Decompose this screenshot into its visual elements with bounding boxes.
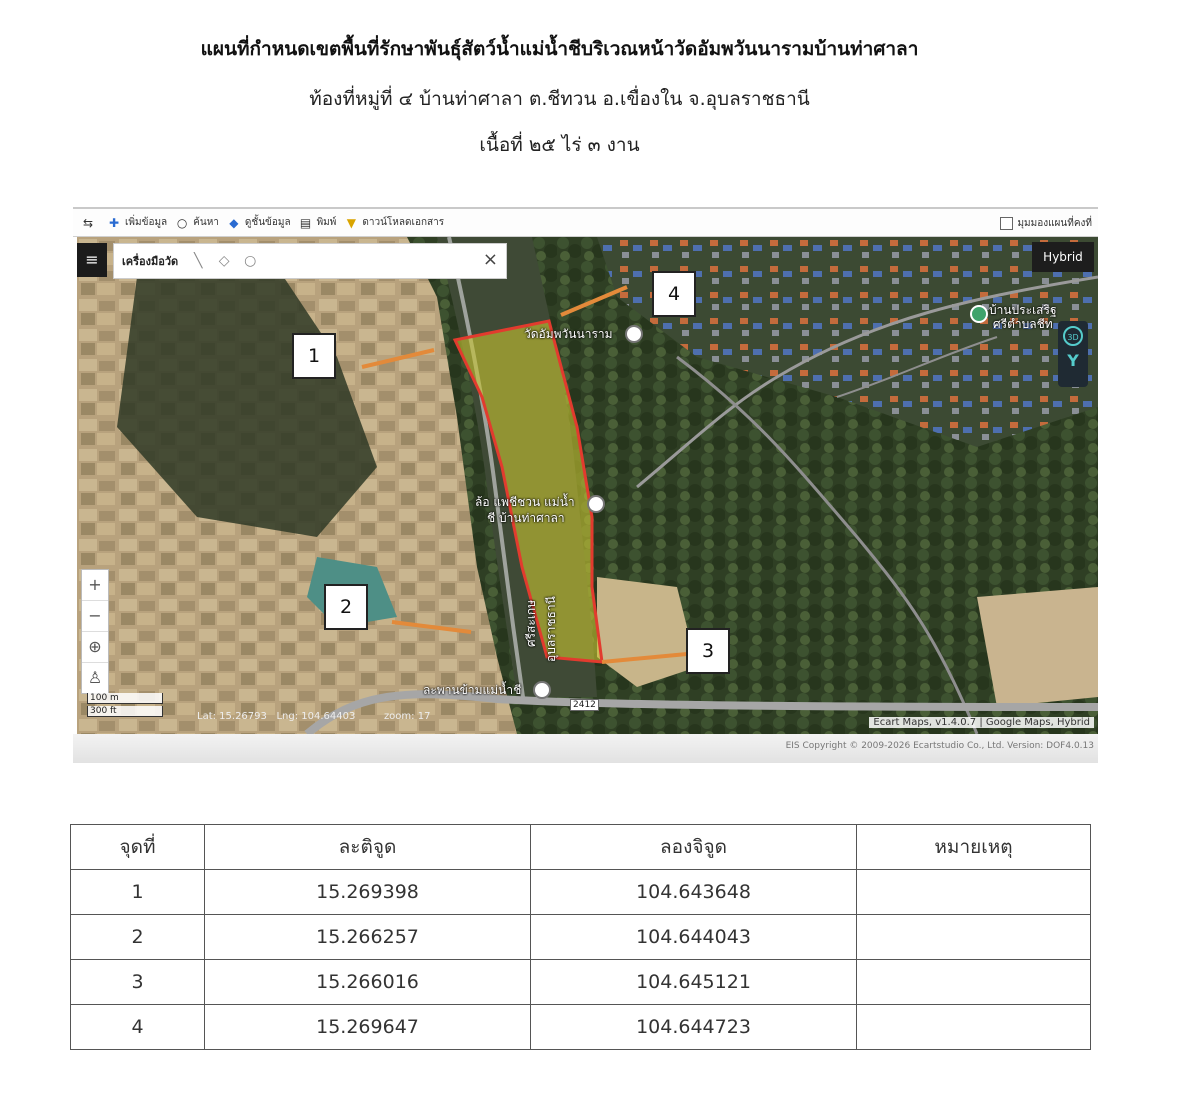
callout-point-4: 4: [652, 271, 696, 317]
zoom-control: [81, 569, 109, 694]
checkbox-box[interactable]: [1000, 217, 1013, 230]
map-footer: [73, 734, 1098, 763]
keep-view-label: มุมมองแผนที่คงที่: [1017, 218, 1092, 229]
copyright-text: EIS Copyright © 2009-2026 Ecartstudio Co., Ltd. Version: DOF4.0.13: [785, 741, 1094, 751]
basemap-button[interactable]: Hybrid: [1032, 242, 1094, 272]
cell-remark: [857, 1005, 1091, 1050]
area-line: เนื้อที่ ๒๕ ไร่ ๓ งาน: [479, 134, 640, 156]
sisaket-label: ศรีสะเกษ: [524, 599, 538, 647]
close-icon[interactable]: ×: [482, 249, 498, 270]
search-icon: ○: [176, 215, 188, 230]
table-header-row: [71, 825, 1091, 870]
download-label: ดาวน์โหลดเอกสาร: [362, 217, 445, 228]
map-compass[interactable]: [1058, 321, 1088, 387]
cell-point: 4: [71, 1005, 205, 1050]
village-poi-icon[interactable]: [970, 305, 988, 323]
add-data-label: เพิ่มข้อมูล: [125, 217, 168, 228]
cell-remark: [857, 960, 1091, 1005]
table-row: [71, 960, 1091, 1005]
satellite-map[interactable]: [77, 237, 1098, 734]
village-label-2: ศรีตำบลชีท: [993, 317, 1053, 331]
download-button[interactable]: [344, 215, 444, 230]
cell-point: 1: [71, 870, 205, 915]
layers-button[interactable]: [227, 215, 291, 230]
header-longitude: ลองจิจูด: [531, 825, 857, 870]
ferry-poi-icon[interactable]: [533, 681, 551, 699]
cell-longitude: 104.644043: [531, 915, 857, 960]
keep-view-checkbox[interactable]: [1000, 216, 1092, 231]
download-icon: ▼: [346, 215, 356, 230]
header-point: จุดที่: [71, 825, 205, 870]
scale-bar: [87, 693, 163, 719]
3d-icon[interactable]: 3D: [1063, 326, 1083, 346]
measure-line-icon[interactable]: ╲: [193, 253, 203, 269]
river-area-label: ล้อ แพชีชวน แม่น้ำ: [475, 495, 575, 509]
cell-remark: [857, 870, 1091, 915]
search-label: ค้นหา: [193, 217, 219, 228]
cell-longitude: 104.645121: [531, 960, 857, 1005]
zoom-out-button[interactable]: −: [82, 601, 108, 632]
measure-tool-panel: [113, 243, 507, 279]
temple-label: วัดอัมพวันนาราม: [524, 327, 613, 341]
temple-poi-icon[interactable]: [625, 325, 643, 343]
pegman-icon[interactable]: ♙: [87, 668, 103, 687]
scale-imperial: 300 ft: [87, 706, 163, 717]
river-poi-icon[interactable]: [587, 495, 605, 513]
map-widget: [73, 207, 1098, 763]
zoom-in-button[interactable]: +: [82, 570, 108, 601]
callout-point-1: 1: [292, 333, 336, 379]
cell-point: 3: [71, 960, 205, 1005]
measure-polygon-icon[interactable]: ◇: [218, 253, 230, 269]
header-remark: หมายเหตุ: [857, 825, 1091, 870]
layers-label: ดูชั้นข้อมูล: [244, 217, 291, 228]
swap-icon: ⇆: [82, 215, 94, 230]
road-number-badge: 2412: [570, 699, 599, 711]
callout-point-2: 2: [324, 584, 368, 630]
cursor-coordinates: [197, 711, 430, 722]
layers-icon: ◆: [229, 215, 239, 230]
cell-point: 2: [71, 915, 205, 960]
scale-metric: 100 m: [87, 693, 163, 704]
cell-latitude: 15.266016: [205, 960, 531, 1005]
table-row: [71, 1005, 1091, 1050]
map-imagery: [77, 237, 1098, 734]
cell-latitude: 15.269647: [205, 1005, 531, 1050]
ferry-label: ละพานข้ามแม่น้ำชี: [423, 683, 522, 697]
search-button[interactable]: [175, 215, 219, 230]
map-attribution: Ecart Maps, v1.4.0.7 | Google Maps, Hybrid: [869, 717, 1094, 728]
cell-longitude: 104.643648: [531, 870, 857, 915]
callout-point-3: 3: [686, 628, 730, 674]
lat-readout: Lat: 15.26793: [197, 711, 267, 722]
river-area-label-2: ชี บ้านท่าศาลา: [487, 511, 565, 525]
cell-latitude: 15.266257: [205, 915, 531, 960]
lng-readout: Lng: 104.64403: [276, 711, 356, 722]
print-button[interactable]: [299, 215, 337, 230]
ubon-label: อุบลราชธานี: [544, 596, 558, 662]
map-toolbar: [73, 207, 1098, 237]
table-row: [71, 870, 1091, 915]
document-title: แผนที่กำหนดเขตพื้นที่รักษาพันธุ์สัตว์น้ำแม่น้ำชีบริเวณหน้าวัดอัมพวันนารามบ้านท่าศาลา: [200, 38, 919, 60]
printer-icon: ▤: [299, 215, 312, 230]
layers-toggle-button[interactable]: [81, 216, 99, 230]
add-data-button[interactable]: [107, 215, 167, 230]
coordinates-table: [70, 824, 1091, 1050]
cell-longitude: 104.644723: [531, 1005, 857, 1050]
village-label: บ้านประเสริฐ: [989, 303, 1057, 317]
hamburger-icon: ≡: [85, 250, 99, 269]
menu-button[interactable]: [77, 243, 107, 277]
north-arrow-icon[interactable]: Y: [1067, 351, 1079, 370]
table-row: [71, 915, 1091, 960]
measure-tool-label: เครื่องมือวัด: [122, 255, 179, 268]
location-line: ท้องที่หมู่ที่ ๔ บ้านท่าศาลา ต.ชีทวน อ.เขื่องใน จ.อุบลราชธานี: [309, 88, 810, 110]
cell-latitude: 15.269398: [205, 870, 531, 915]
zoom-readout: zoom: 17: [383, 711, 431, 722]
header-latitude: ละติจูด: [205, 825, 531, 870]
measure-circle-icon[interactable]: ○: [244, 253, 257, 269]
print-label: พิมพ์: [316, 217, 337, 228]
cell-remark: [857, 915, 1091, 960]
add-pin-icon: ✚: [108, 215, 120, 230]
locate-icon[interactable]: ⊕: [82, 632, 108, 663]
